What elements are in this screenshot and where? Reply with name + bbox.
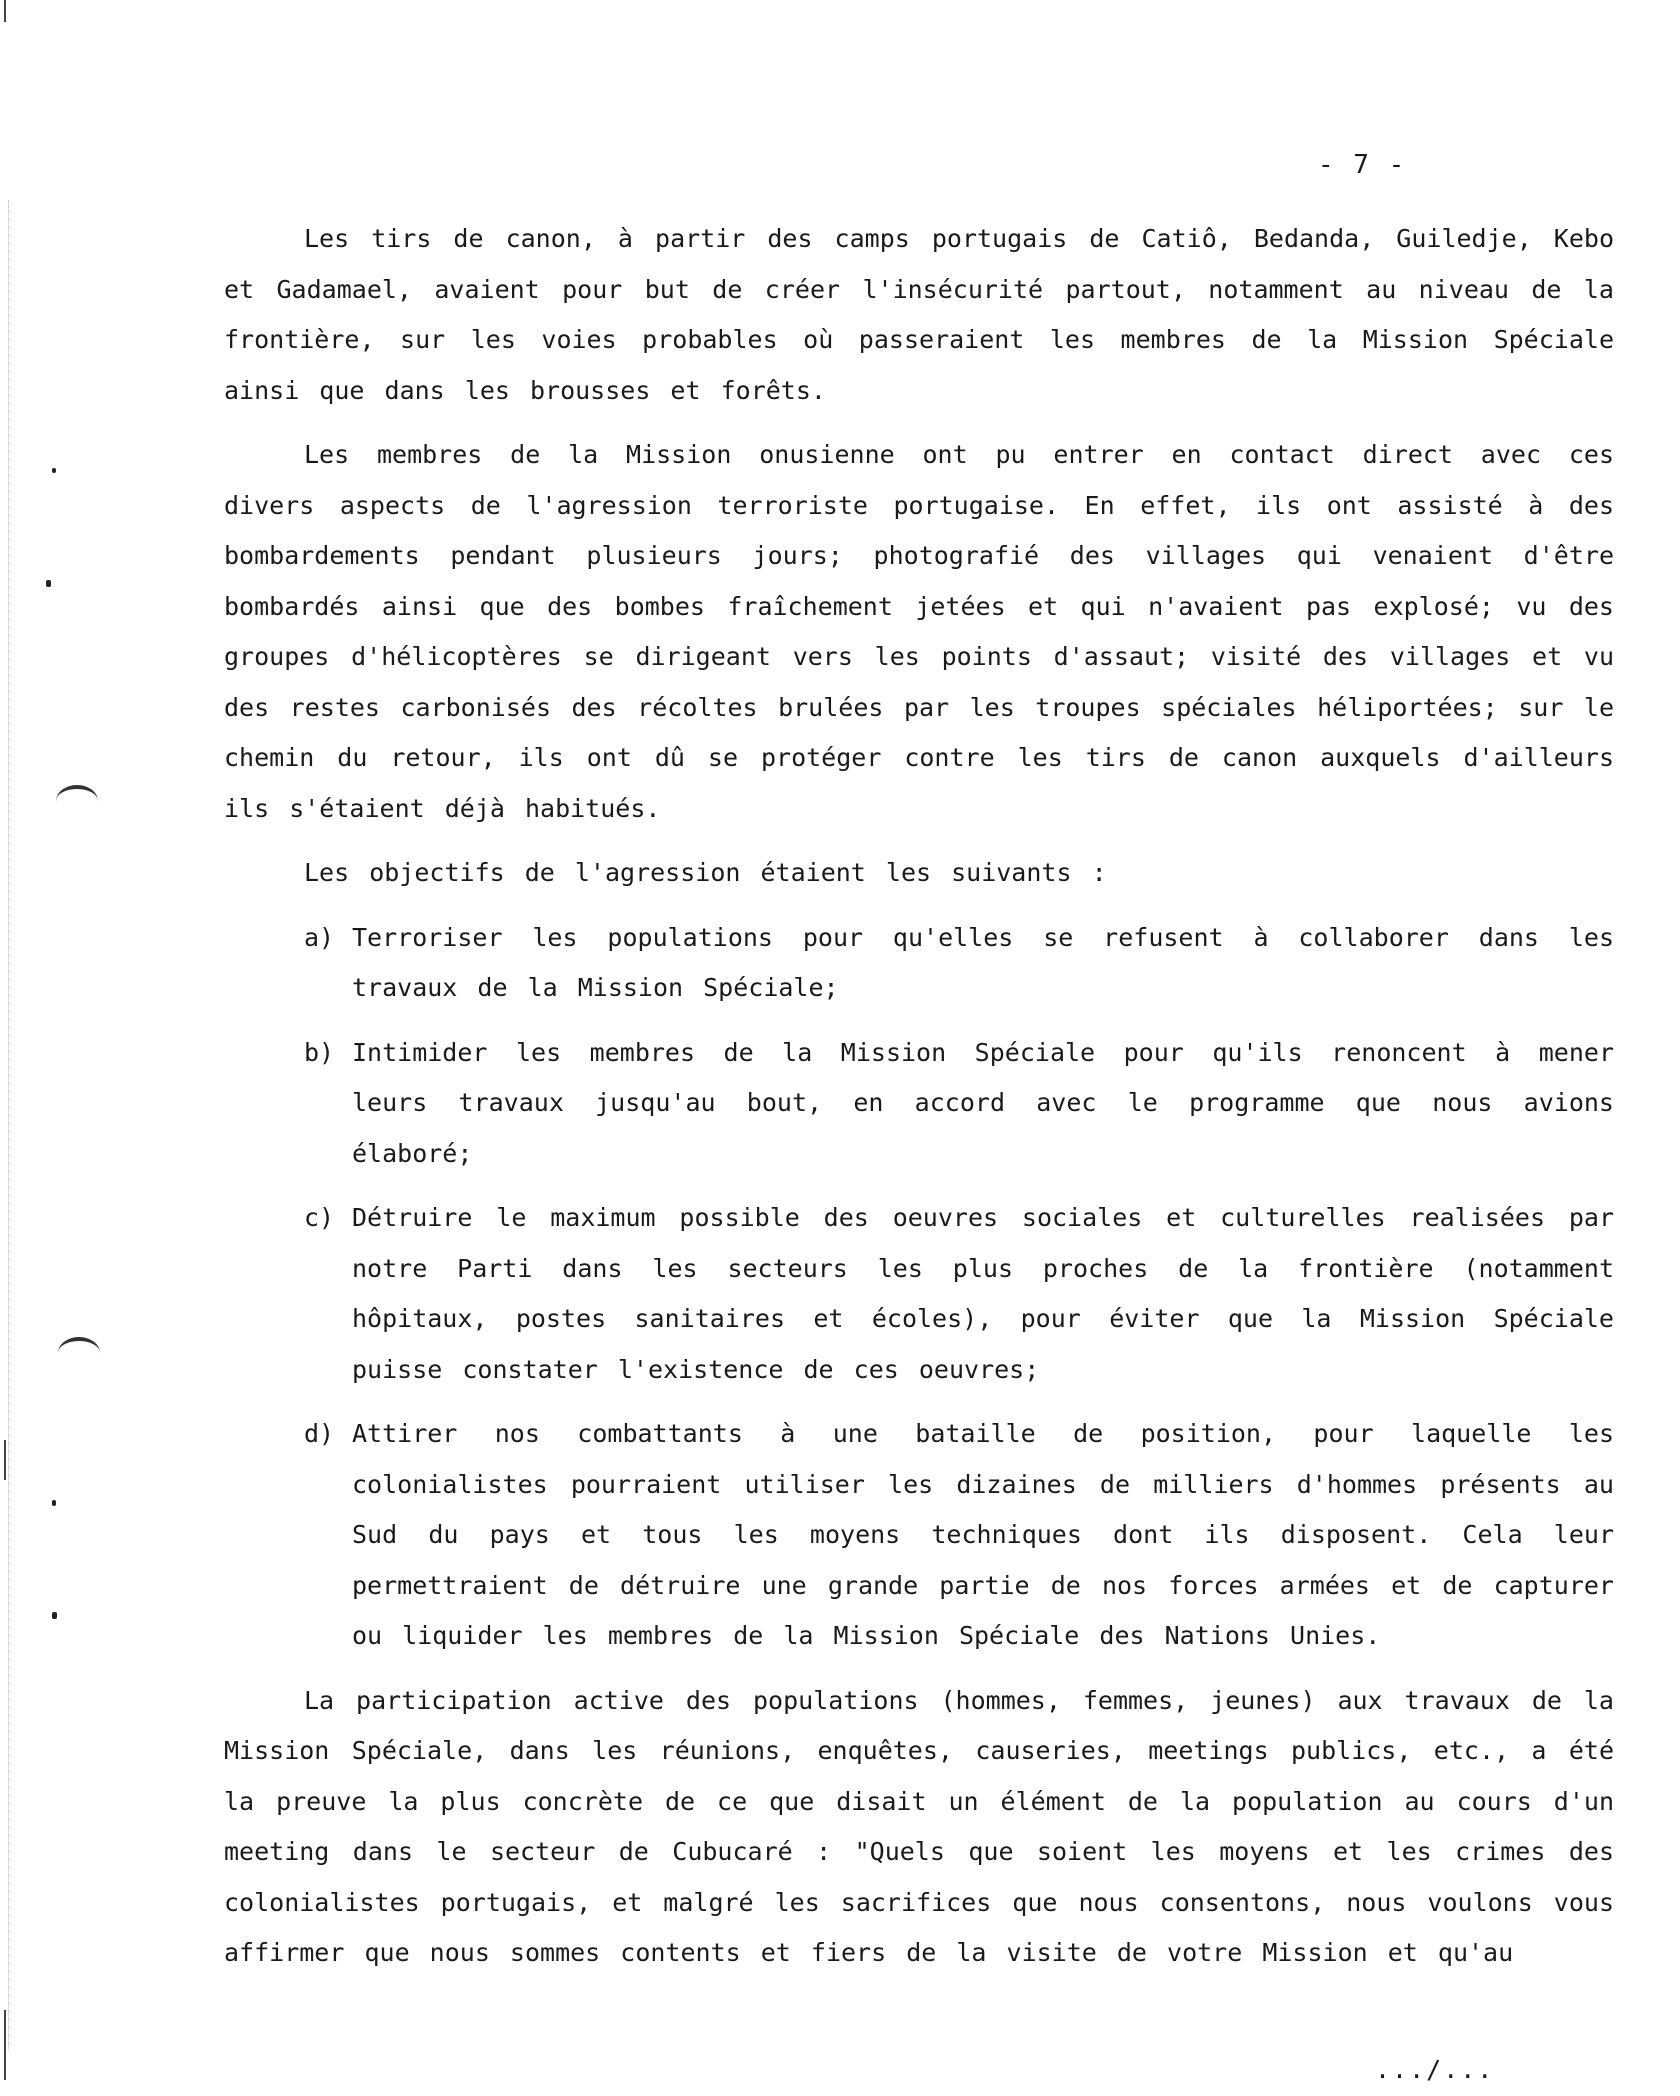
list-item-text: Intimider les membres de la Mission Spéciale pour qu'ils renoncent à mener leurs travaux jusqu'au bout, en accord avec le programme que nous avions élaboré; [352,1037,1614,1168]
paragraph-participation: La participation active des populations (hommes, femmes, jeunes) aux travaux de la Mission Spéciale, dans les réunions, enquêtes, causeries, meetings publics, etc., a été la preuve la plus concrète de ce que disait un élément de la population au cours d'un meeting dans le secteur de Cubucaré : "Quels que soient les moyens et les crimes des colonialistes portugais, et malgré les sacrifices que nous consentons, nous voulons vous affirmer que nous sommes contents et fiers de la visite de votre Mission et qu'au [224,1685,1614,1967]
list-item-letter: a) [304,922,335,952]
body-text [224,214,1614,1993]
scan-speck [52,468,56,473]
scan-edge-mark [4,1440,6,1480]
list-item-letter: b) [304,1037,335,1067]
scan-edge-mark [4,0,6,22]
binding-hole-mark [58,1337,100,1369]
list-item-letter: c) [304,1203,335,1232]
scan-speck [52,1500,56,1506]
list-item-text: Terroriser les populations pour qu'elles se refusent à collaborer dans les travaux de la Mission Spéciale; [352,922,1614,1002]
objectives-list [224,913,1614,1662]
list-item [304,1409,1614,1662]
page-number: - 7 - [1318,150,1407,180]
continuation-mark: .../... [1375,2055,1495,2084]
scan-edge-dots [8,200,9,2050]
list-item-letter: d) [304,1419,335,1448]
scan-edge-mark [4,2010,6,2080]
binding-hole-mark [56,785,98,817]
list-item [304,1193,1614,1395]
list-item [304,913,1614,1014]
scan-speck [46,580,51,587]
objectives-intro: Les objectifs de l'agression étaient les suivants : [304,858,1107,887]
list-item-text: Détruire le maximum possible des oeuvres sociales et culturelles realisées par notre Parti dans les secteurs les plus proches de la frontière (notamment hôpitaux, postes sanitaires et écoles), pour éviter que la Mission Spéciale puisse constater l'existence de ces oeuvres; [352,1203,1614,1384]
list-item-text: Attirer nos combattants à une bataille de position, pour laquelle les colonialistes pourraient utiliser les dizaines de milliers d'hommes présents au Sud du pays et tous les moyens techniques dont ils disposent. Cela leur permettraient de détruire une grande partie de nos forces armées et de capturer ou liquider les membres de la Mission Spéciale des Nations Unies. [352,1419,1614,1650]
paragraph-artillery: Les tirs de canon, à partir des camps portugais de Catiô, Bedanda, Guiledje, Kebo et Gadamael, avaient pour but de créer l'insécurité partout, notamment au niveau de la frontière, sur les voies probables où passeraient les membres de la Mission Spéciale ainsi que dans les brousses et forêts. [224,224,1614,405]
paragraph-mission-contact: Les membres de la Mission onusienne ont pu entrer en contact direct avec ces divers aspects de l'agression terroriste portugaise. En effet, ils ont assisté à des bombardements pendant plusieurs jours; photografié des villages qui venaient d'être bombardés ainsi que des bombes fraîchement jetées et qui n'avaient pas explosé; vu des groupes d'hélicoptères se dirigeant vers les points d'assaut; visité des villages et vu des restes carbonisés des récoltes brulées par les troupes spéciales héliportées; sur le chemin du retour, ils ont dû se protéger contre les tirs de canon auxquels d'ailleurs ils s'étaient déjà habitués. [224,440,1614,823]
scan-speck [52,1612,57,1619]
list-item [304,1028,1614,1180]
